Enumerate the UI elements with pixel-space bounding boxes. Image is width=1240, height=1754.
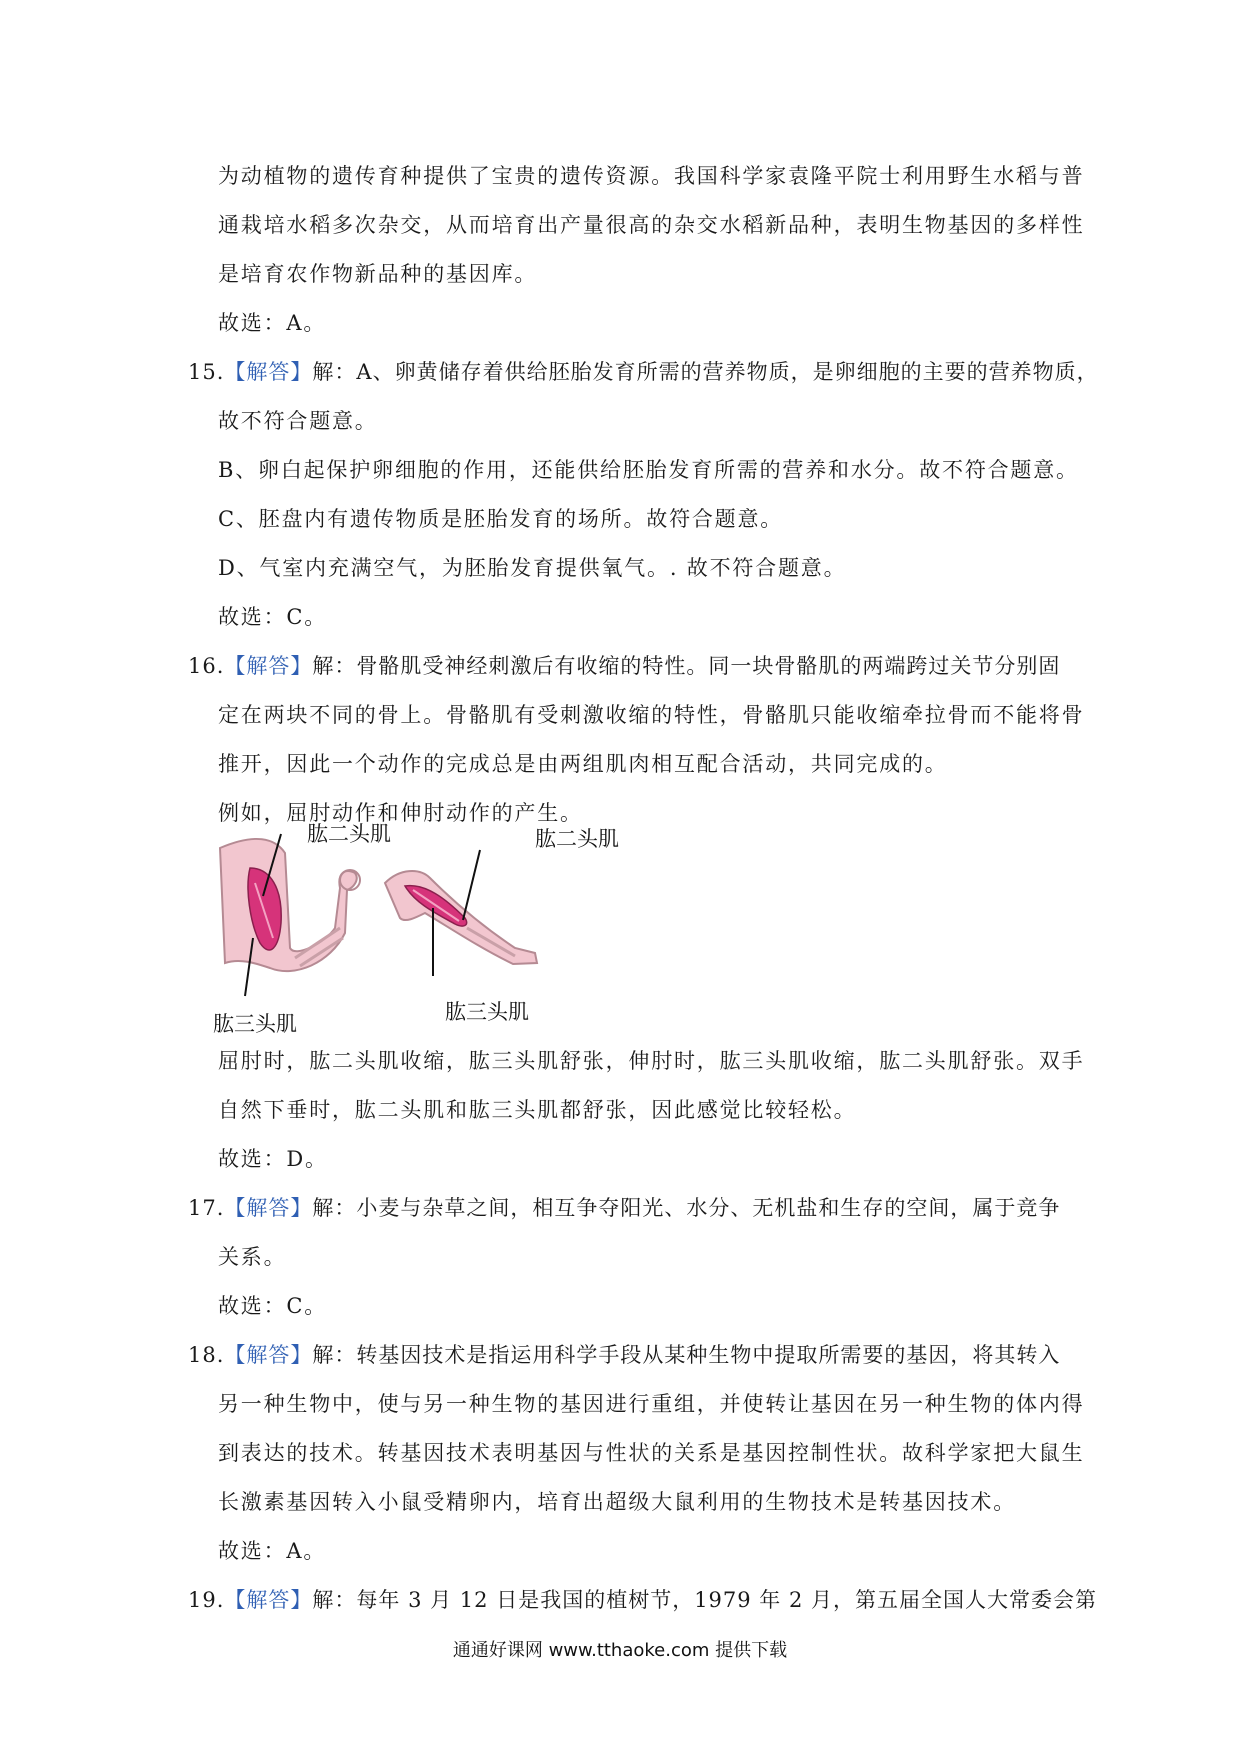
question-17 bbox=[188, 1193, 1060, 1223]
text-line: 屈肘时，肱二头肌收缩，肱三头肌舒张，伸肘时，肱三头肌收缩，肱二头肌舒张。双手 bbox=[218, 1049, 1085, 1073]
text-line: 自然下垂时，肱二头肌和肱三头肌都舒张，因此感觉比较轻松。 bbox=[218, 1098, 857, 1122]
label-triceps-right: 肱三头肌 bbox=[445, 1000, 529, 1024]
text-line: 长激素基因转入小鼠受精卵内，培育出超级大鼠利用的生物技术是转基因技术。 bbox=[218, 1490, 1016, 1514]
text-line: 定在两块不同的骨上。骨骼肌有受刺激收缩的特性，骨骼肌只能收缩牵拉骨而不能将骨 bbox=[218, 703, 1085, 727]
answer-tag: 【解答】 bbox=[224, 654, 313, 678]
answer-tag: 【解答】 bbox=[224, 1343, 313, 1367]
question-number: 15. bbox=[188, 360, 225, 384]
text-line: 是培育农作物新品种的基因库。 bbox=[218, 262, 538, 286]
answer-line: 故选：C。 bbox=[218, 1294, 328, 1318]
answer-tag: 【解答】 bbox=[224, 360, 313, 384]
page-footer: 通通好课网 www.tthaoke.com 提供下载 bbox=[452, 1640, 788, 1661]
extended-arm-drawing bbox=[385, 871, 537, 964]
answer-line: 故选：C。 bbox=[218, 605, 328, 629]
arm-illustration bbox=[215, 828, 655, 1038]
question-number: 17. bbox=[188, 1196, 225, 1220]
text-line: 解：每年 3 月 12 日是我国的植树节，1979 年 2 月，第五届全国人大常委会第 bbox=[312, 1588, 1098, 1612]
question-18 bbox=[188, 1340, 1060, 1370]
text-line: 解：A、卵黄储存着供给胚胎发育所需的营养物质，是卵细胞的主要的营养物质， bbox=[312, 360, 1099, 384]
answer-line: 故选：D。 bbox=[218, 1147, 328, 1171]
question-number: 19. bbox=[188, 1588, 225, 1612]
answer-line: 故选：A。 bbox=[218, 311, 327, 335]
text-line: 解：转基因技术是指运用科学手段从某种生物中提取所需要的基因，将其转入 bbox=[312, 1343, 1061, 1367]
text-line: B、卵白起保护卵细胞的作用，还能供给胚胎发育所需的营养和水分。故不符合题意。 bbox=[218, 458, 1079, 482]
question-number: 18. bbox=[188, 1343, 225, 1367]
label-triceps-left: 肱三头肌 bbox=[213, 1012, 297, 1036]
label-biceps-right: 肱二头肌 bbox=[535, 827, 619, 851]
text-line: 例如，屈肘动作和伸肘动作的产生。 bbox=[218, 801, 583, 825]
question-19 bbox=[188, 1585, 1097, 1615]
flexed-arm-drawing bbox=[220, 839, 360, 971]
text-line: 到表达的技术。转基因技术表明基因与性状的关系是基因控制性状。故科学家把大鼠生 bbox=[218, 1441, 1085, 1465]
text-line: 通栽培水稻多次杂交，从而培育出产量很高的杂交水稻新品种，表明生物基因的多样性 bbox=[218, 213, 1085, 237]
text-line: C、胚盘内有遗传物质是胚胎发育的场所。故符合题意。 bbox=[218, 507, 784, 531]
text-line: 另一种生物中，使与另一种生物的基因进行重组，并使转让基因在另一种生物的体内得 bbox=[218, 1392, 1085, 1416]
label-biceps-left: 肱二头肌 bbox=[307, 822, 391, 846]
arm-muscle-figure bbox=[213, 822, 655, 1038]
answer-tag: 【解答】 bbox=[224, 1196, 313, 1220]
answer-tag: 【解答】 bbox=[224, 1588, 313, 1612]
text-line: 故不符合题意。 bbox=[218, 409, 378, 433]
question-number: 16. bbox=[188, 654, 225, 678]
text-line: 解：小麦与杂草之间，相互争夺阳光、水分、无机盐和生存的空间，属于竞争 bbox=[312, 1196, 1061, 1220]
answer-line: 故选：A。 bbox=[218, 1539, 327, 1563]
text-line: 关系。 bbox=[218, 1245, 287, 1269]
question-16 bbox=[188, 651, 1060, 681]
text-line: 为动植物的遗传育种提供了宝贵的遗传资源。我国科学家袁隆平院士利用野生水稻与普 bbox=[218, 164, 1085, 188]
text-line: D、气室内充满空气，为胚胎发育提供氧气。. 故不符合题意。 bbox=[218, 556, 847, 580]
text-line: 推开，因此一个动作的完成总是由两组肌肉相互配合活动，共同完成的。 bbox=[218, 752, 948, 776]
text-line: 解：骨骼肌受神经刺激后有收缩的特性。同一块骨骼肌的两端跨过关节分别固 bbox=[312, 654, 1061, 678]
question-15 bbox=[188, 357, 1099, 387]
